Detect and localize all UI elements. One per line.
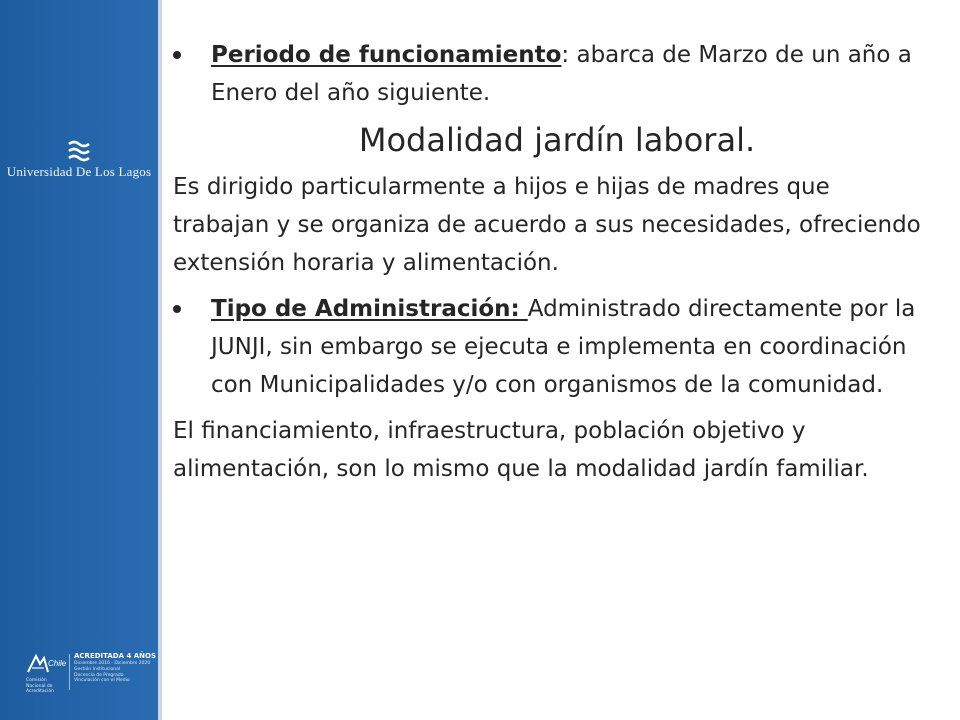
accreditation-brand: Chile <box>48 659 66 668</box>
accreditation-dates: Diciembre 2016 - Diciembre 2020 <box>74 661 151 666</box>
accreditation-area: Vinculación con el Medio <box>74 678 130 683</box>
accreditation-area: Gestión Institucional <box>74 667 121 672</box>
bullet-operating-period <box>173 36 933 112</box>
slide-content <box>173 36 933 488</box>
description-paragraph: Es dirigido particularmente a hijos e hijas de madres que trabajan y se organiza de acuerdo a sus necesidades, ofreciendo extensión horaria y alimentación. <box>173 174 921 276</box>
bullet-icon <box>173 51 181 59</box>
financing-paragraph: El financiamiento, infraestructura, población objetivo y alimentación, son lo mismo que la modalidad jardín familiar. <box>173 418 869 482</box>
accreditation-divider <box>69 654 70 690</box>
sidebar-divider <box>158 0 162 720</box>
operating-period-text: : abarca de Marzo de un año a Enero del año siguiente. <box>211 42 912 106</box>
section-heading: Modalidad jardín laboral. <box>358 121 756 159</box>
university-name: Universidad De Los Lagos <box>6 164 152 179</box>
accreditation-info <box>74 652 158 684</box>
bullet-administration-type <box>173 290 933 404</box>
administration-type-text: Administrado directamente por la JUNJI, sin embargo se ejecuta e implementa en coordinación con Municipalidades y/o con organismos de la comunidad. <box>211 296 916 398</box>
university-logo <box>0 140 158 180</box>
waves-logo-icon <box>66 140 92 162</box>
bullet-icon <box>173 305 181 313</box>
cna-chile-logo-icon <box>26 652 66 676</box>
administration-type-label: Tipo de Administración: <box>211 296 528 322</box>
accreditation-title: ACREDITADA 4 AÑOS <box>74 652 157 660</box>
accreditation-agency: Comisión Nacional de Acreditación <box>26 678 54 694</box>
operating-period-label: Periodo de funcionamiento <box>211 42 562 68</box>
accreditation-area: Docencia de Pregrado <box>74 672 124 678</box>
sidebar <box>0 0 158 720</box>
